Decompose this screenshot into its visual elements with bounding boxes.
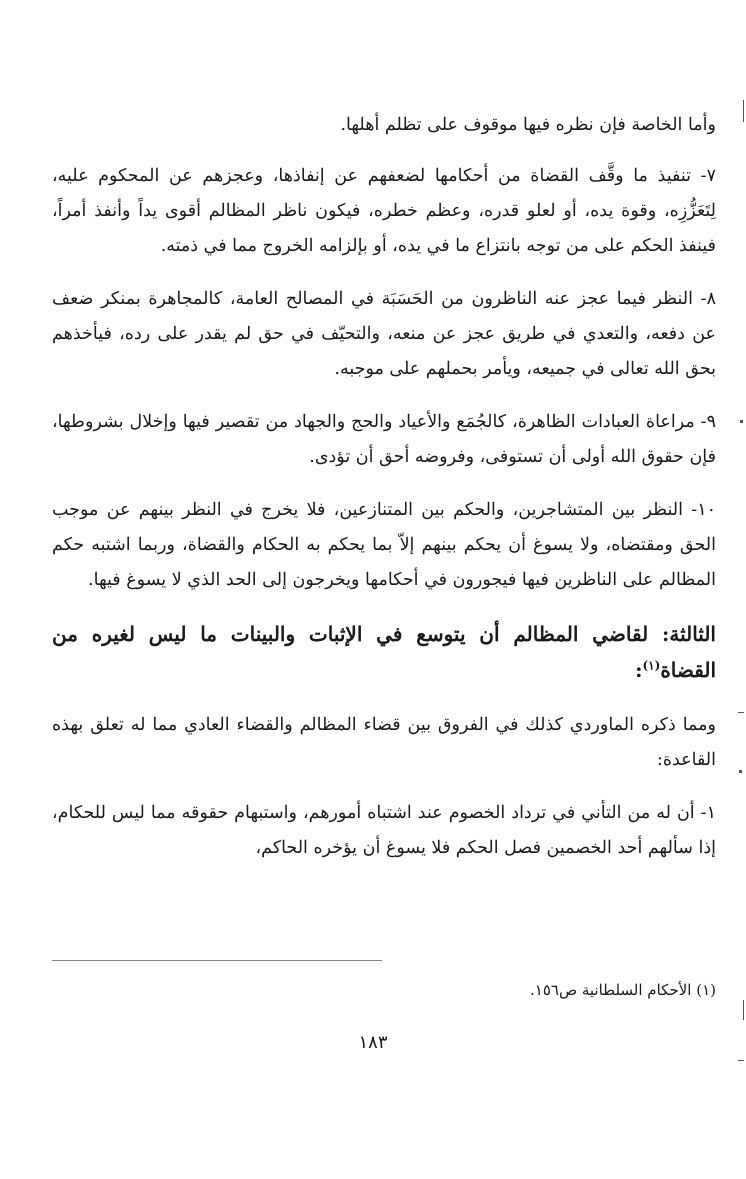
paragraph-item-9: ٩- مراعاة العبادات الظاهرة، كالجُمَع والأعياد والحج والجهاد من تقصير فيها وإخلال بشروطها، فإن حقوق الله أولى أن تستوفى، وفروضه أحق أن تؤدى. — [52, 412, 716, 467]
page-body — [52, 108, 716, 884]
section-heading-text: الثالثة: لقاضي المظالم أن يتوسع في الإثبات والبينات ما ليس لغيره من القضاة — [52, 622, 716, 682]
margin-mark — [739, 770, 742, 773]
margin-mark — [743, 1000, 744, 1020]
section-heading — [52, 616, 716, 688]
paragraph-item-10: ١٠- النظر بين المتشاجرين، والحكم بين المتنازعين، فلا يخرج في النظر بينهم عن موجب الحق ومقتضاه، ولا يسوغ أن يحكم بينهم إلاّ بما يحكم به الحكام والقضاة، وربما اشتبه حكم المظالم على الناظرين فيها فيجورون في أحكامها ويخرجون إلى الحد الذي لا يسوغ فيها. — [52, 500, 716, 590]
footnote-divider — [52, 960, 382, 961]
margin-mark — [740, 420, 743, 423]
margin-mark — [738, 1060, 744, 1061]
margin-mark — [738, 712, 744, 713]
margin-mark — [743, 100, 744, 122]
footnote: (١) الأحكام السلطانية ص١٥٦. — [529, 981, 716, 999]
paragraph-item-7: ٧- تنفيذ ما وقَّف القضاة من أحكامها لضعفهم عن إنفاذها، وعجزهم عن المحكوم عليه، لِتَعَزُّزِه، وقوة يده، أو لعلو قدره، وعظم خطره، فيكون ناظر المظالم أقوى يداً وأنفذ أمراً، فينفذ الحكم على من توجه بانتزاع ما في يده، أو بإلزامه الخروج مما في ذمته. — [52, 166, 716, 256]
page-number: ١٨٣ — [358, 1032, 388, 1053]
paragraph-item-8: ٨- النظر فيما عجز عنه الناظرون من الحَسَبَة في المصالح العامة، كالمجاهرة بمنكر ضعف عن دفعه، والتعدي في طريق عجز عن منعه، والتحيّف في حق لم يقدر على رده، فيأخذهم بحق الله تعالى في جميعه، ويأمر بحملهم على موجبه. — [52, 289, 716, 379]
paragraph-point-1: ١- أن له من التأني في ترداد الخصوم عند اشتباه أمورهم، واستبهام حقوقه مما ليس للحكام، إذا سألهم أحد الخصمين فصل الحكم فلا يسوغ أن يؤخره الحاكم، — [52, 803, 716, 858]
footnote-reference: (١) — [642, 658, 661, 673]
paragraph-1: وأما الخاصة فإن نظره فيها موقوف على تظلم أهلها. — [340, 115, 716, 135]
section-heading-suffix: : — [635, 658, 643, 682]
paragraph-intro: ومما ذكره الماوردي كذلك في الفروق بين قضاء المظالم والقضاء العادي مما له تعلق بهذه القاعدة: — [52, 715, 716, 770]
